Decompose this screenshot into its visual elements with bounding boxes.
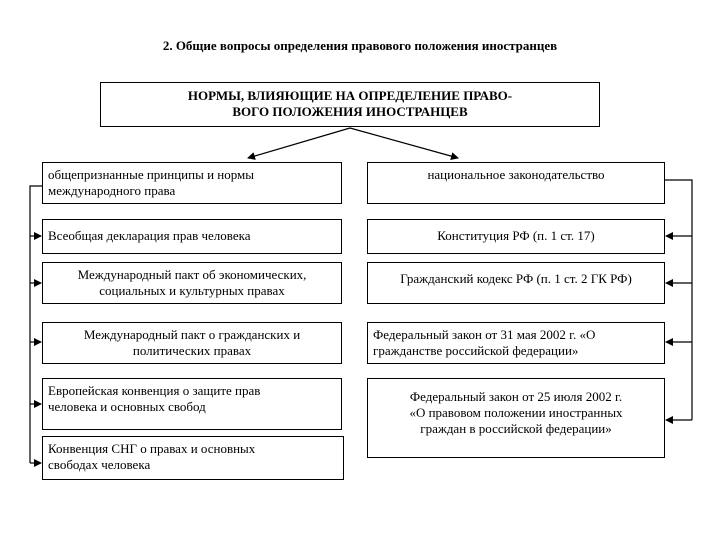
box-line: Гражданский кодекс РФ (п. 1 ст. 2 ГК РФ) — [400, 271, 632, 286]
arrow-to-international — [248, 128, 350, 158]
box-line: «О правовом положении иностранных — [409, 405, 623, 420]
box-line: гражданстве российской федерации» — [373, 343, 579, 358]
universal-declaration-box — [42, 219, 342, 254]
arrow-to-national — [350, 128, 458, 158]
civil-code-box — [367, 262, 665, 304]
norms-header-box — [100, 82, 600, 127]
norms-header-line1: НОРМЫ, ВЛИЯЮЩИЕ НА ОПРЕДЕЛЕНИЕ ПРАВО- — [187, 88, 513, 103]
box-line: политических правах — [132, 343, 252, 358]
box-line: Международный пакт о гражданских и — [83, 327, 301, 342]
box-line: международного права — [48, 183, 176, 198]
economic-pact-box — [42, 262, 342, 304]
box-line: Всеобщая декларация прав человека — [48, 228, 251, 243]
citizenship-law-box — [367, 322, 665, 364]
cis-convention-box — [42, 436, 344, 480]
box-line: Федеральный закон от 31 мая 2002 г. «О — [373, 327, 596, 342]
civil-political-pact-box — [42, 322, 342, 364]
box-line: Конвенция СНГ о правах и основных — [48, 441, 256, 456]
left-bracket — [30, 186, 42, 463]
european-convention-box — [42, 378, 342, 430]
national-legislation-box — [367, 162, 665, 204]
box-line: социальных и культурных правах — [99, 283, 285, 298]
box-line: Федеральный закон от 25 июля 2002 г. — [409, 389, 623, 404]
box-line: общепризнанные принципы и нормы — [48, 167, 254, 182]
box-line: человека и основных свобод — [48, 399, 206, 414]
constitution-box — [367, 219, 665, 254]
norms-header-line2: ВОГО ПОЛОЖЕНИЯ ИНОСТРАНЦЕВ — [232, 104, 468, 119]
right-bracket — [665, 180, 692, 420]
page-title: 2. Общие вопросы определения правового положения иностранцев — [162, 38, 558, 53]
box-line: граждан в российской федерации» — [420, 421, 612, 436]
box-line: национальное законодательство — [427, 167, 605, 182]
box-line: свободах человека — [48, 457, 151, 472]
box-line: Европейская конвенция о защите прав — [48, 383, 261, 398]
international-law-box — [42, 162, 342, 204]
box-line: Конституция РФ (п. 1 ст. 17) — [437, 228, 595, 243]
box-line: Международный пакт об экономических, — [77, 267, 307, 282]
foreigners-status-law-box — [367, 378, 665, 458]
